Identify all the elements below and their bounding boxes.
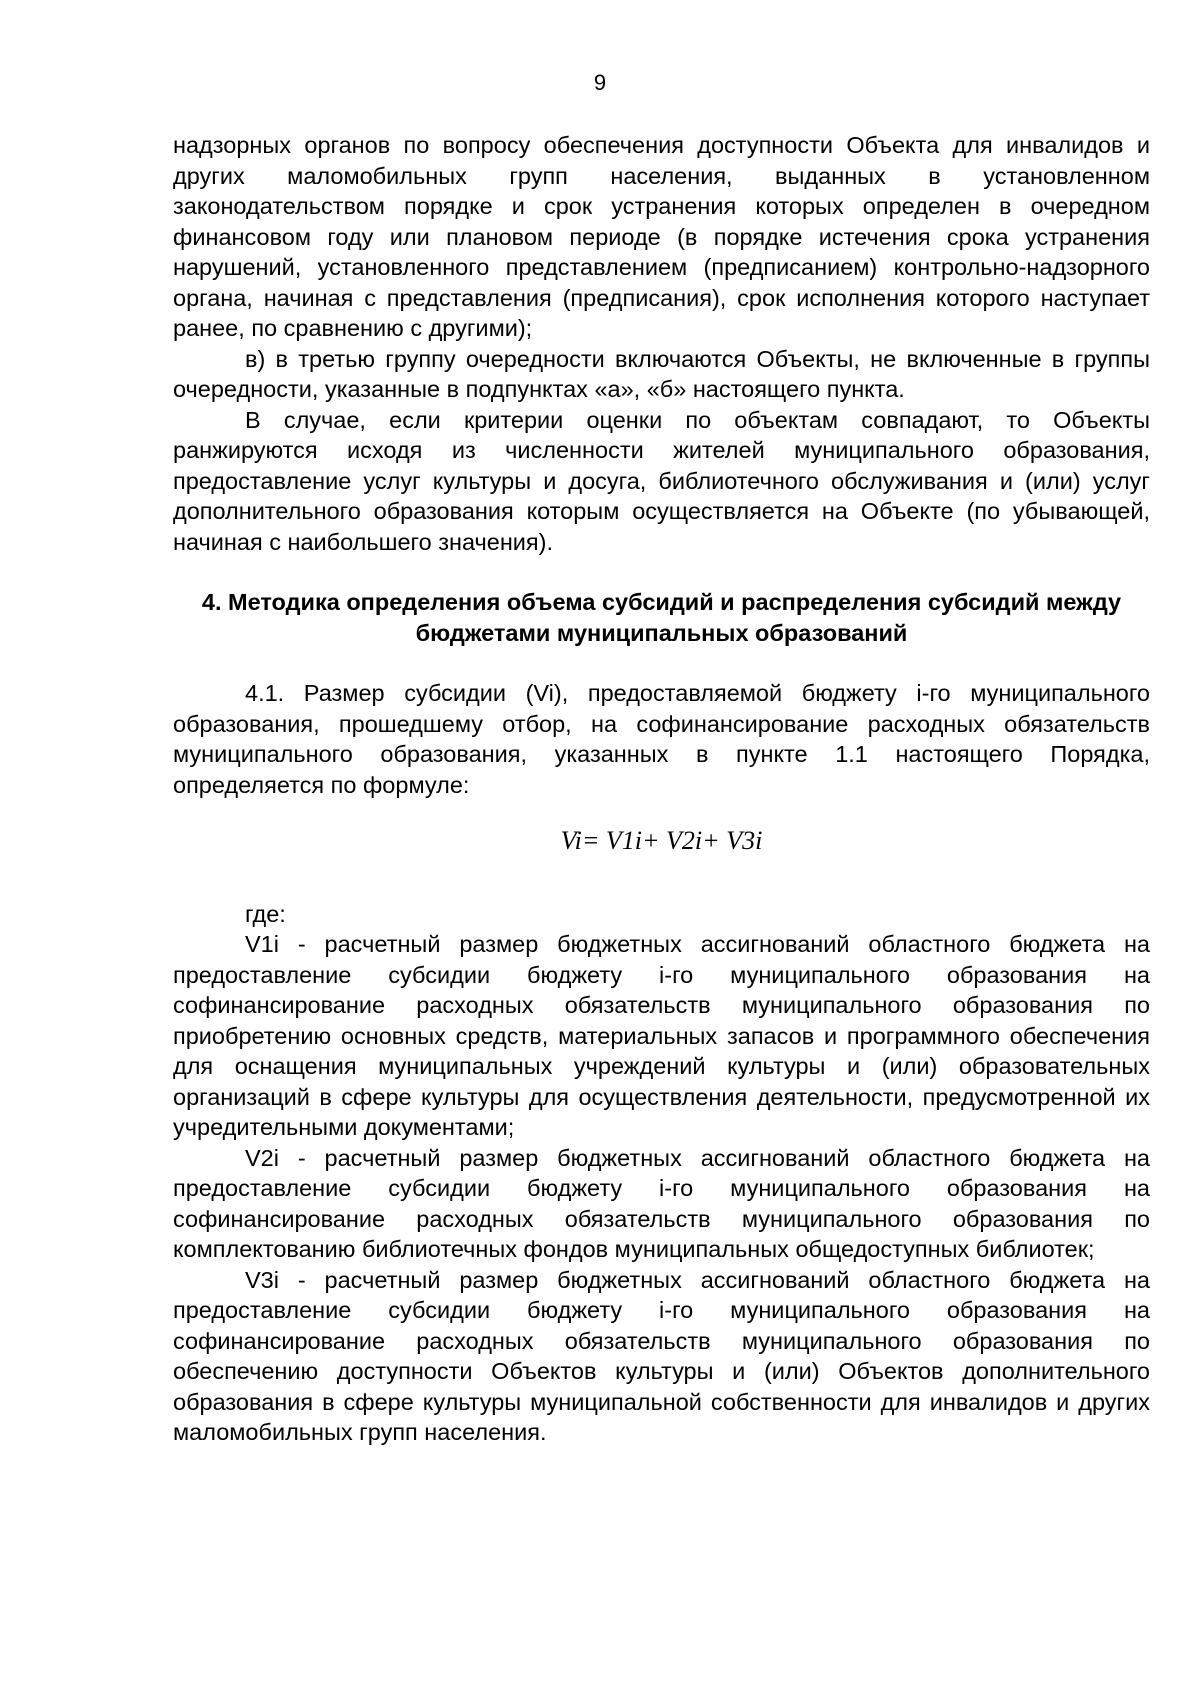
paragraph-item-v: в) в третью группу очередности включаются Объекты, не включенные в группы очередности, указанные в подпунктах «а», «б» настоящего пункта. xyxy=(173,345,1150,402)
paragraph-where: где: xyxy=(245,900,286,927)
formula: Vi= V1i+ V2i+ V3i xyxy=(560,826,763,855)
paragraph-v1i: V1i - расчетный размер бюджетных ассигнований областного бюджета на предоставление субсидии бюджету i-го муниципального образования на софинансирование расходных обязательств муниципального образования по приобретению основных средств, материальных запасов и программного обеспечения для оснащения муниципальных учреждений культуры и (или) образовательных организаций в сфере культуры для осуществления деятельности, предусмотренной их учредительными документами; xyxy=(173,931,1150,1140)
paragraph-v2i: V2i - расчетный размер бюджетных ассигнований областного бюджета на предоставление субсидии бюджету i-го муниципального образования на софинансирование расходных обязательств муниципального образования по комплектованию библиотечных фондов муниципальных общедоступных библиотек; xyxy=(173,1144,1150,1262)
paragraph-continuation: надзорных органов по вопросу обеспечения доступности Объекта для инвалидов и других маломобильных групп населения, выданных в установленном законодательством порядке и срок устранения которых определен в очередном финансовом году или плановом периоде (в порядке истечения срока устранения нарушений, установленного представлением (предписанием) контрольно-надзорного органа, начиная с представления (предписания), срок исполнения которого наступает ранее, по сравнению с другими); xyxy=(173,132,1150,341)
paragraph-v3i: V3i - расчетный размер бюджетных ассигнований областного бюджета на предоставление субсидии бюджету i-го муниципального образования на софинансирование расходных обязательств муниципального образования по обеспечению доступности Объектов культуры и (или) Объектов дополнительного образования в сфере культуры муниципальной собственности для инвалидов и других маломобильных групп населения. xyxy=(173,1266,1150,1445)
paragraph-tie-rule: В случае, если критерии оценки по объектам совпадают, то Объекты ранжируются исходя из численности жителей муниципального образования, предоставление услуг культуры и досуга, библиотечного обслуживания и (или) услуг дополнительного образования которым осуществляется на Объекте (по убывающей, начиная с наибольшего значения). xyxy=(173,406,1150,555)
section-heading: 4. Методика определения объема субсидий и распределения субсидий между бюджетами муниципальных образований xyxy=(201,589,1122,646)
page-number: 9 xyxy=(593,70,607,95)
document-body xyxy=(173,130,1150,1448)
paragraph-4-1: 4.1. Размер субсидии (Vi), предоставляемой бюджету i-го муниципального образования, прошедшему отбор, на софинансирование расходных обязательств муниципального образования, указанных в пункте 1.1 настоящего Порядка, определяется по формуле: xyxy=(173,680,1150,798)
